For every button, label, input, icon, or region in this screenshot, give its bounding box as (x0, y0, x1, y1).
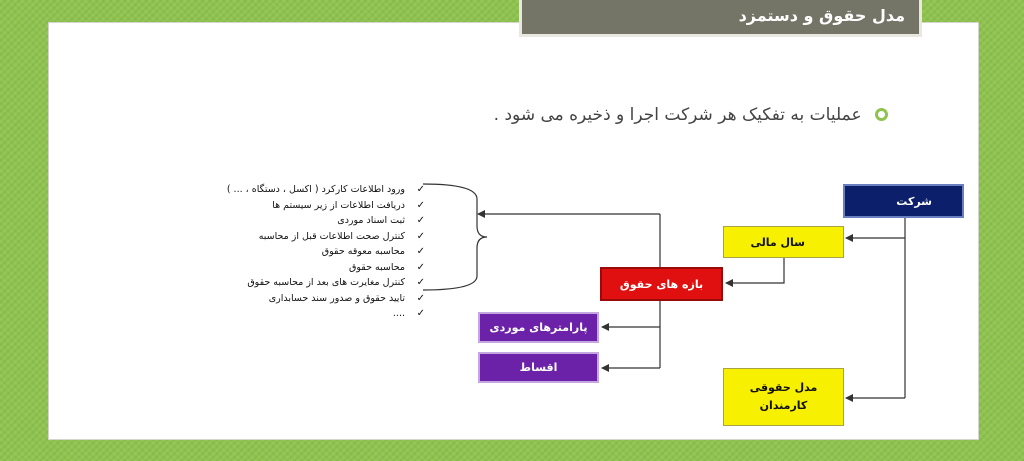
check-icon: ✓ (416, 261, 425, 273)
list-item: ✓ورود اطلاعات کارکرد ( اکسل ، دستگاه ، ... ) (195, 182, 425, 198)
payroll-period-node: بازه های حقوق (600, 267, 723, 301)
check-icon: ✓ (416, 246, 425, 257)
slide-title: مدل حقوق و دستمزد (738, 6, 905, 25)
list-item: ✓محاسبه معوقه حقوق (195, 244, 425, 260)
list-item: ✓تایید حقوق و صدور سند حسابداری (195, 291, 425, 307)
check-icon: ✓ (416, 199, 425, 211)
list-item: ✓دریافت اطلاعات از زیر سیستم ها (195, 198, 425, 214)
employee-model-node: مدل حقوقی کارمندان (723, 368, 844, 426)
check-icon: ✓ (416, 277, 425, 288)
list-item: ✓ثبت اسناد موردی (195, 213, 425, 229)
check-icon: ✓ (416, 308, 425, 319)
check-icon: ✓ (416, 292, 425, 304)
list-item: ✓کنترل مغایرت های بعد از محاسبه حقوق (195, 275, 425, 291)
check-icon: ✓ (416, 230, 425, 242)
list-item: ✓.... (195, 306, 425, 322)
company-node: شرکت (843, 184, 964, 218)
list-item: ✓محاسبه حقوق (195, 260, 425, 276)
headline-text: عملیات به تفکیک هر شرکت اجرا و ذخیره می شود . (493, 105, 862, 125)
check-icon: ✓ (416, 184, 425, 195)
parameters-node: پارامترهای موردی (478, 312, 599, 343)
arrow-fiscal-to-period (726, 258, 784, 283)
task-brace (423, 184, 487, 290)
installments-node: اقساط (478, 352, 599, 383)
list-item: ✓کنترل صحت اطلاعات قبل از محاسبه (195, 229, 425, 245)
check-icon: ✓ (416, 215, 425, 226)
fiscal-year-node: سال مالی (723, 226, 844, 258)
